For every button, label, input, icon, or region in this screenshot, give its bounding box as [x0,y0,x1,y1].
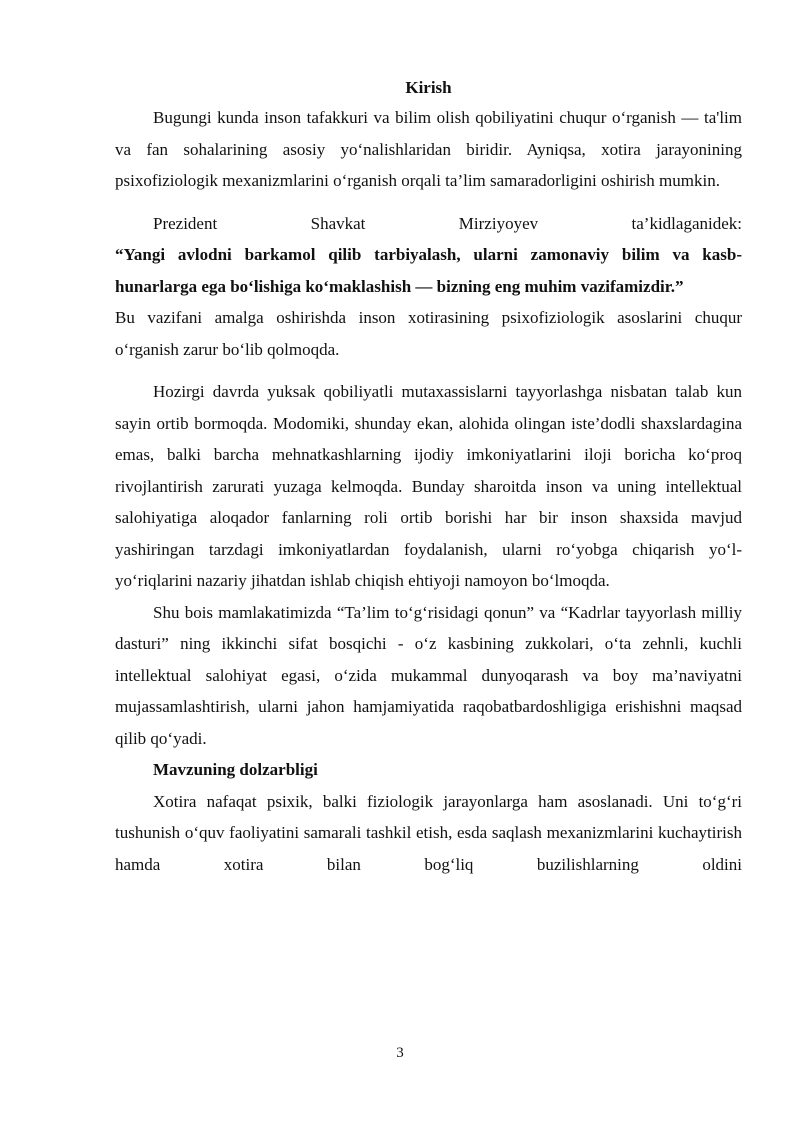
relevance-subheading: Mavzuning dolzarbligi [153,760,318,779]
president-quote: “Yangi avlodni barkamol qilib tarbiyalash, ularni zamonaviy bilim va kasb-hunarlarga ega bo‘lishiga ko‘maklashish — bizning eng muhim vazifamizdir.” [115,245,742,296]
modern-era-paragraph: Hozirgi davrda yuksak qobiliyatli mutaxassislarni tayyorlashga nisbatan talab kun sayin ortib bormoqda. Modomiki, shunday ekan, alohida olingan iste’dodli shaxslardagina emas, balki barcha mehnatkashlarning ijodiy imkoniyatlarini iloji boricha ko‘proq rivojlantirish zarurati yuzaga kelmoqda. Bunday sharoitda inson va uning intellektual salohiyatiga aloqador fanlarning roli ortib borishi har bir inson shaxsida mavjud yashiringan tarzdagi imkoniyatlardan foydalanish, ularni ro‘yobga chiqarish yo‘l-yo‘riqlarini nazariy jihatdan ishlab chiqish ehtiyoji namoyon bo‘lmoqda. [115,382,742,590]
section-heading: Kirish [405,78,452,97]
page-number: 3 [396,1045,404,1061]
relevance-paragraph: Xotira nafaqat psixik, balki fiziologik jarayonlarga ham asoslanadi. Uni to‘g‘ri tushunish o‘quv faoliyatini samarali tashkil etish, esda saqlash mexanizmlarini kuchaytirish hamda xotira bilan bog‘liq buzilishlarning oldini [115,791,742,874]
page-content [115,74,742,880]
intro-paragraph: Bugungi kunda inson tafakkuri va bilim olish qobiliyatini chuqur o‘rganish — ta'lim va fan sohalarining asosiy yo‘nalishlaridan biridir. Ayniqsa, xotira jarayonining psixofiziologik mexanizmlarini o‘rganish orqali ta’lim samaradorligini oshirish mumkin. [115,108,742,190]
law-paragraph: Shu bois mamlakatimizda “Ta’lim to‘g‘risidagi qonun” va “Kadrlar tayyorlash milliy dasturi” ning ikkinchi sifat bosqichi - o‘z kasbining zukkolari, o‘ta zehnli, kuchli intellektual salohiyat egasi, o‘zida mukammal dunyoqarash va boy ma’naviyatni mujassamlashtirish, ularni jahon hamjamiyatida raqobatbardoshligiga erishishni maqsad qilib qo‘yadi. [115,602,742,748]
task-paragraph: Bu vazifani amalga oshirishda inson xotirasining psixofiziologik asoslarini chuqur o‘rganish zarur bo‘lib qolmoqda. [115,308,742,359]
president-quote-intro: Prezident Shavkat Mirziyoyev ta’kidlaganidek: [153,213,742,233]
